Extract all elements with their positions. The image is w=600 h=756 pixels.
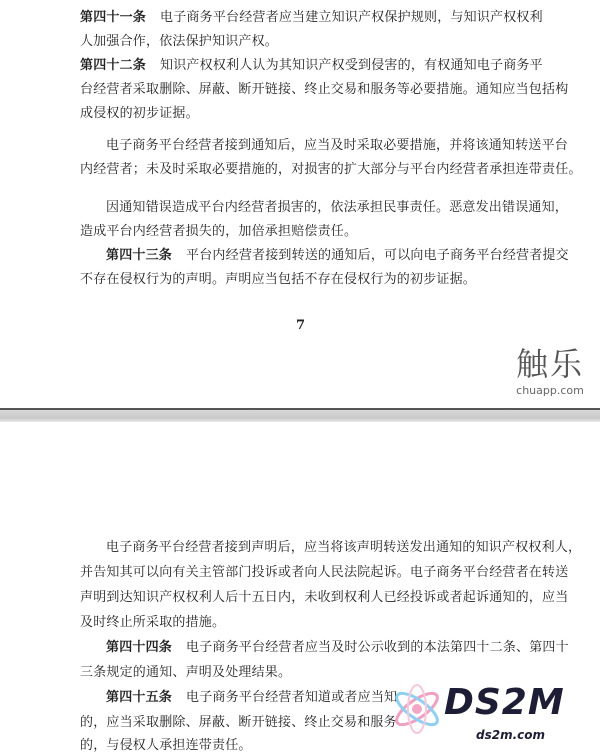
- chuapp-logo-text: 触乐: [515, 345, 584, 383]
- page-number: 7: [296, 318, 306, 333]
- paragraph-line: 成侵权的初步证据。: [80, 106, 199, 121]
- paragraph-line: 电子商务平台经营者接到通知后，应当及时采取必要措施，并将该通知转送平台: [106, 138, 569, 153]
- page-break-divider: [0, 408, 600, 422]
- paragraph-line: 第四十五条 电子商务平台经营者知道或者应当知: [106, 690, 398, 705]
- paragraph-line: 人加强合作，依法保护知识产权。: [80, 34, 279, 49]
- article-number: 第四十四条: [106, 640, 173, 655]
- paragraph-line: 第四十四条 电子商务平台经营者应当及时公示收到的本法第四十二条、第四十: [106, 640, 569, 655]
- paragraph-line: 造成平台内经营者损失的，加倍承担赔偿责任。: [80, 224, 358, 239]
- paragraph-line: 台经营者采取删除、屏蔽、断开链接、终止交易和服务等必要措施。通知应当包括构: [80, 82, 569, 97]
- chuapp-watermark: [500, 340, 600, 408]
- paragraph-line: 不存在侵权行为的声明。声明应当包括不存在侵权行为的初步证据。: [80, 272, 477, 287]
- paragraph-line: 电子商务平台经营者接到声明后，应当将该声明转送发出通知的知识产权权利人，: [106, 540, 582, 555]
- paragraph-line: 及时终止所采取的措施。: [80, 615, 226, 630]
- article-number: 第四十三条: [106, 248, 173, 263]
- paragraph-line: 第四十二条 知识产权权利人认为其知识产权受到侵害的，有权通知电子商务平: [80, 58, 543, 73]
- paragraph-line: 三条规定的通知、声明及处理结果。: [80, 665, 292, 680]
- ds2m-logo-text: DS2M: [444, 682, 565, 723]
- paragraph-line: 因通知错误造成平台内经营者损害的，依法承担民事责任。恶意发出错误通知，: [106, 200, 569, 215]
- paragraph-line: 第四十一条 电子商务平台经营者应当建立知识产权保护规则，与知识产权权利: [80, 10, 543, 25]
- ds2m-watermark: [380, 672, 595, 752]
- paragraph-line: 声明到达知识产权权利人后十五日内，未收到权利人已经投诉或者起诉通知的，应当: [80, 590, 569, 605]
- chuapp-url: chuapp.com: [516, 384, 584, 397]
- article-number: 第四十二条: [80, 58, 147, 73]
- atom-logo-icon: [390, 674, 444, 744]
- article-number: 第四十五条: [106, 690, 173, 705]
- paragraph-line: 并告知其可以向有关主管部门投诉或者向人民法院起诉。电子商务平台经营者在转送: [80, 565, 569, 580]
- paragraph-line: 的，与侵权人承担连带责任。: [80, 738, 252, 753]
- paragraph-line: 内经营者；未及时采取必要措施的，对损害的扩大部分与平台内经营者承担连带责任。: [80, 162, 582, 177]
- article-number: 第四十一条: [80, 10, 147, 25]
- ds2m-url: ds2m.com: [476, 728, 546, 742]
- paragraph-line: 的，应当采取删除、屏蔽、断开链接、终止交易和服务: [80, 715, 397, 730]
- paragraph-line: 第四十三条 平台内经营者接到转送的通知后，可以向电子商务平台经营者提交: [106, 248, 569, 263]
